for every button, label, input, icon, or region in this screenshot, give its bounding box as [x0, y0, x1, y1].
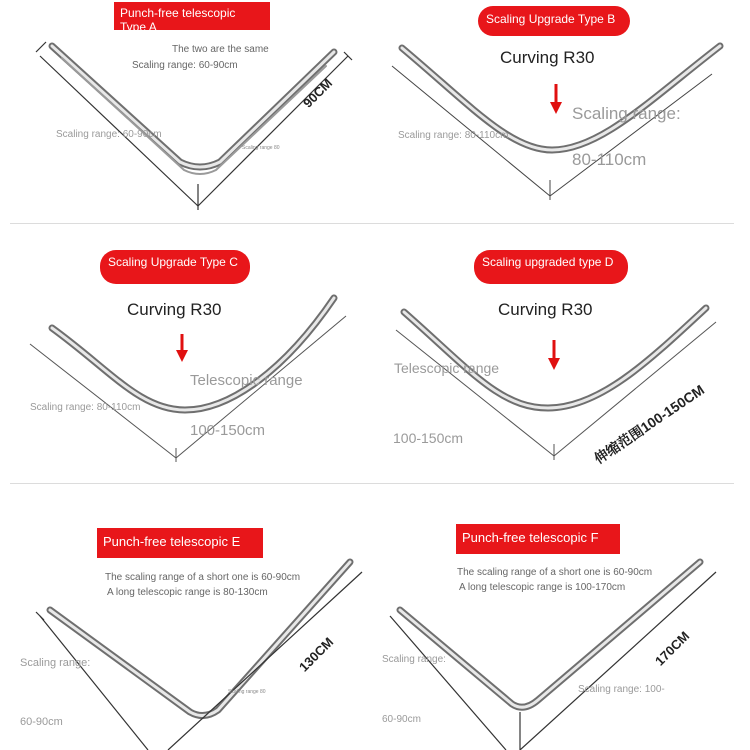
- rail-e: [50, 562, 350, 716]
- curving-c: Curving R30: [127, 300, 222, 319]
- line1-f: The scaling range of a short one is 60-90cm: [457, 567, 653, 578]
- arrow-d: [548, 340, 560, 370]
- size-label-e: 130CM: [296, 634, 337, 675]
- arrow-c: [176, 334, 188, 362]
- dimension-c: [30, 316, 346, 462]
- range-left-a: Scaling range: 60-90cm: [56, 129, 162, 140]
- curving-d: Curving R30: [498, 300, 593, 319]
- range-label-e: Scaling range:: [20, 657, 91, 669]
- range-right-f: Scaling range: 100-: [578, 684, 665, 695]
- range-mid-a: Scaling range 80: [242, 145, 280, 151]
- range-top-a: Scaling range: 60-90cm: [132, 60, 238, 71]
- curving-b: Curving R30: [500, 48, 595, 67]
- note-a: The two are the same: [172, 44, 269, 55]
- arrow-b: [550, 84, 562, 114]
- line2-f: A long telescopic range is 100-170cm: [459, 582, 626, 593]
- row-divider: [10, 483, 734, 484]
- size-label-f: 170CM: [652, 628, 693, 669]
- tag-type-a: Punch-free telescopic Type A: [114, 2, 270, 30]
- range-value-f: 60-90cm: [382, 714, 421, 725]
- size-label-d: 伸缩范围100-150CM: [591, 381, 708, 467]
- range-label-d: Telescopic range: [394, 360, 500, 376]
- tag-type-b: Scaling Upgrade Type B: [478, 6, 630, 36]
- range-label-f: Scaling range:: [382, 654, 446, 665]
- line1-e: The scaling range of a short one is 60-90cm: [105, 572, 301, 583]
- range-label-b: Scaling range:: [572, 104, 681, 123]
- range-label-c: Telescopic range: [190, 372, 303, 389]
- range-value-d: 100-150cm: [393, 430, 464, 446]
- tag-type-d: Scaling upgraded type D: [474, 250, 628, 284]
- range-left-b: Scaling range: 80-110cm: [398, 130, 509, 141]
- range-value-b: 80-110cm: [572, 150, 647, 169]
- tag-type-f: Punch-free telescopic F: [456, 524, 620, 554]
- size-label-a: 90CM: [300, 75, 336, 111]
- row-divider: [10, 223, 734, 224]
- range-mid-e: Scaling range 80: [228, 689, 266, 695]
- tag-type-c: Scaling Upgrade Type C: [100, 250, 250, 284]
- range-value-c: 100-150cm: [190, 422, 266, 439]
- tag-type-e: Punch-free telescopic E: [97, 528, 263, 558]
- range-value-e: 60-90cm: [20, 716, 63, 728]
- range-left-c: Scaling range: 80-110cm: [30, 402, 141, 413]
- line2-e: A long telescopic range is 80-130cm: [107, 587, 268, 598]
